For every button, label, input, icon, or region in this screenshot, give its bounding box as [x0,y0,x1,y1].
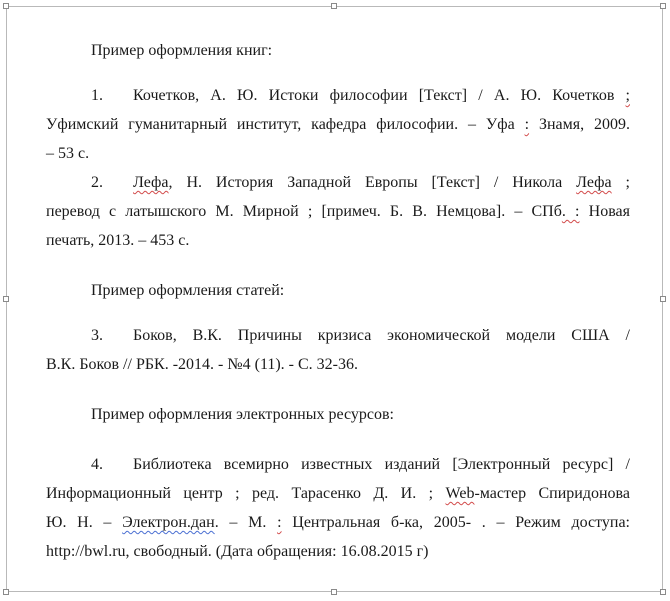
resize-handle-top-center[interactable] [331,3,337,9]
reference-1-line-1: 1. Кочетков, А. Ю. Истоки философии [Текст] / А. Ю. Кочетков ; [46,81,630,110]
document-body [46,36,630,566]
reference-4-line-4: http://bwl.ru, свободный. (Дата обращения: 16.08.2015 г) [46,543,429,560]
resize-handle-bottom-right[interactable] [660,589,666,595]
resize-handle-bottom-center[interactable] [331,589,337,595]
resize-handle-top-left[interactable] [3,3,9,9]
reference-4-line-3: Ю. Н. – Электрон.дан. – М. : Центральная б-ка, 2005- . – Режим доступа: [46,514,630,531]
section-heading-electronic: Пример оформления электронных ресурсов: [91,406,394,423]
reference-3-line-1: 3. Боков, В.К. Причины кризиса экономической модели США / [46,321,630,350]
resize-handle-middle-left[interactable] [3,296,9,302]
reference-number: 2. [91,174,103,191]
reference-1-line-2: Уфимский гуманитарный институт, кафедра философии. – Уфа : Знамя, 2009. [46,116,630,133]
reference-4-line-2: Информационный центр ; ред. Тарасенко Д. И. ; Web-мастер Спиридонова [46,485,630,502]
resize-handle-middle-right[interactable] [660,296,666,302]
reference-2-line-2: перевод с латышского М. Мирной ; [примеч. Б. В. Немцова]. – СПб. : Новая [46,203,631,220]
reference-number: 4. [91,456,103,473]
reference-1-line-3: – 53 с. [46,145,90,162]
resize-handle-top-right[interactable] [660,3,666,9]
section-heading-articles: Пример оформления статей: [91,282,285,299]
reference-2-line-1: 2. Лефа, Н. История Западной Европы [Текст] / Никола Лефа ; [46,168,630,197]
reference-2-line-3: печать, 2013. – 453 с. [46,232,190,249]
section-heading-books: Пример оформления книг: [91,42,273,59]
resize-handle-bottom-left[interactable] [3,589,9,595]
reference-3-line-2: В.К. Боков // РБК. -2014. - №4 (11). - С. 32-36. [46,356,359,373]
reference-number: 1. [91,87,103,104]
reference-number: 3. [91,327,103,344]
reference-4-line-1: 4. Библиотека всемирно известных изданий [Электронный ресурс] / [46,450,630,479]
